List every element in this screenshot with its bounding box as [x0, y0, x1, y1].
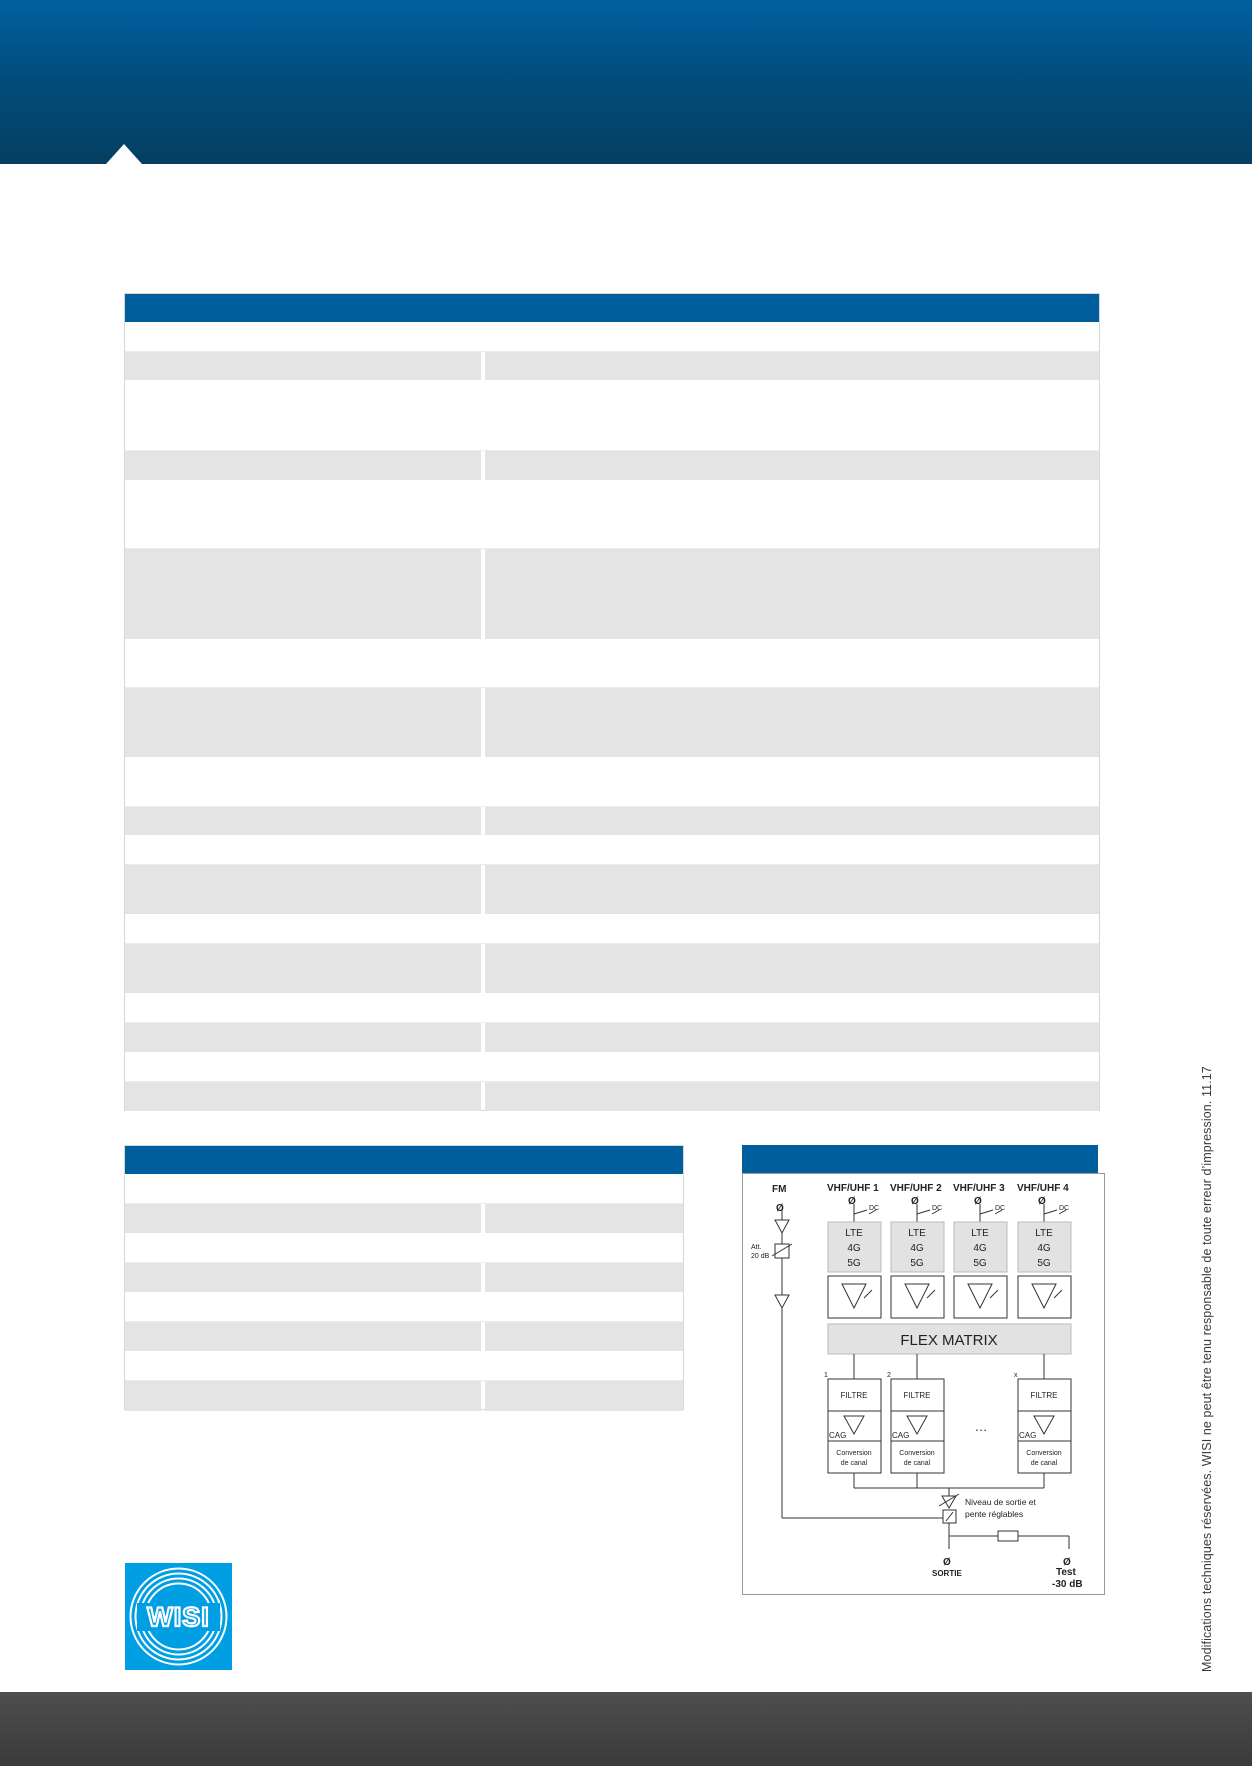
agc-label: CAG — [892, 1431, 910, 1440]
conversion-label: de canal — [903, 1460, 931, 1467]
5g-label: 5G — [973, 1258, 987, 1269]
lte-label: LTE — [1035, 1228, 1053, 1239]
fm-input-symbol: Ø — [776, 1203, 784, 1214]
table-row — [125, 322, 1099, 352]
table-row — [125, 549, 1099, 639]
lte-label: LTE — [845, 1228, 863, 1239]
block-diagram-svg — [743, 1174, 1106, 1596]
table-row — [125, 757, 1099, 807]
table-row — [125, 352, 1099, 380]
logo-text: WISI — [147, 1602, 210, 1632]
table-row — [125, 865, 1099, 914]
table-row — [125, 807, 1099, 835]
table-row — [125, 1174, 683, 1204]
4g-label: 4G — [910, 1243, 924, 1254]
filter-label: FILTRE — [840, 1391, 868, 1400]
spec-table-header — [125, 294, 1099, 322]
specification-table — [124, 293, 1100, 1111]
lte-label: LTE — [971, 1228, 989, 1239]
data-table-header — [125, 1146, 683, 1174]
channel-number: 1 — [824, 1372, 828, 1379]
vhf-uhf-1-label: VHF/UHF 1 — [827, 1183, 879, 1194]
conversion-label: Conversion — [836, 1450, 872, 1457]
input-symbol-4: Ø — [1038, 1196, 1046, 1207]
table-row — [125, 944, 1099, 993]
header-band — [0, 0, 1252, 164]
table-row — [125, 914, 1099, 944]
conversion-label: de canal — [1030, 1460, 1058, 1467]
switch-label: DC — [1059, 1205, 1070, 1212]
output-symbol: Ø — [943, 1557, 951, 1568]
output-label: SORTIE — [932, 1569, 962, 1578]
block-diagram — [742, 1173, 1105, 1595]
footer-band — [0, 1692, 1252, 1766]
channel-number: 2 — [887, 1372, 891, 1379]
output-adjust-label: pente réglables — [965, 1509, 1024, 1519]
more-channels-ellipsis: … — [974, 1419, 988, 1434]
diagram-header — [742, 1145, 1098, 1173]
lte-label: LTE — [908, 1228, 926, 1239]
vhf-uhf-2-label: VHF/UHF 2 — [890, 1183, 942, 1194]
input-symbol-3: Ø — [974, 1196, 982, 1207]
vhf-uhf-3-label: VHF/UHF 3 — [953, 1183, 1005, 1194]
table-row — [125, 1263, 683, 1292]
table-row — [125, 1292, 683, 1322]
header-notch — [106, 144, 142, 164]
table-row — [125, 1322, 683, 1351]
flex-matrix-label: FLEX MATRIX — [900, 1332, 998, 1349]
data-table — [124, 1145, 684, 1410]
table-row — [125, 380, 1099, 451]
attenuator-value: 20 dB — [751, 1253, 770, 1260]
switch-label: DC — [932, 1205, 943, 1212]
5g-label: 5G — [1037, 1258, 1051, 1269]
legal-disclaimer: Modifications techniques réservées. WISI ne peut être tenu responsable de toute erreur d’impression. 11.17 — [1200, 1066, 1214, 1672]
input-symbol-1: Ø — [848, 1196, 856, 1207]
conversion-label: de canal — [840, 1460, 868, 1467]
4g-label: 4G — [973, 1243, 987, 1254]
wisi-logo — [125, 1563, 232, 1670]
table-row — [125, 451, 1099, 480]
test-level-label: -30 dB — [1052, 1579, 1083, 1590]
table-row — [125, 480, 1099, 549]
table-row — [125, 1082, 1099, 1111]
switch-label: DC — [995, 1205, 1006, 1212]
conversion-label: Conversion — [899, 1450, 935, 1457]
4g-label: 4G — [1037, 1243, 1051, 1254]
table-row — [125, 639, 1099, 688]
conversion-label: Conversion — [1026, 1450, 1062, 1457]
vhf-uhf-4-label: VHF/UHF 4 — [1017, 1183, 1069, 1194]
4g-label: 4G — [847, 1243, 861, 1254]
agc-label: CAG — [829, 1431, 847, 1440]
table-row — [125, 1351, 683, 1381]
table-row — [125, 1233, 683, 1263]
table-row — [125, 1052, 1099, 1082]
filter-label: FILTRE — [1030, 1391, 1058, 1400]
5g-label: 5G — [910, 1258, 924, 1269]
test-symbol: Ø — [1063, 1557, 1071, 1568]
switch-label: DC — [869, 1205, 880, 1212]
output-adjust-label: Niveau de sortie et — [965, 1497, 1036, 1507]
table-row — [125, 688, 1099, 757]
table-row — [125, 1023, 1099, 1052]
filter-label: FILTRE — [903, 1391, 931, 1400]
channel-number: x — [1014, 1372, 1018, 1379]
agc-label: CAG — [1019, 1431, 1037, 1440]
attenuator-label: Att. — [751, 1244, 762, 1251]
table-row — [125, 1381, 683, 1411]
table-row — [125, 1204, 683, 1233]
test-label: Test — [1056, 1567, 1076, 1578]
fm-input-label: FM — [772, 1184, 787, 1195]
input-symbol-2: Ø — [911, 1196, 919, 1207]
5g-label: 5G — [847, 1258, 861, 1269]
table-row — [125, 993, 1099, 1023]
table-row — [125, 835, 1099, 865]
